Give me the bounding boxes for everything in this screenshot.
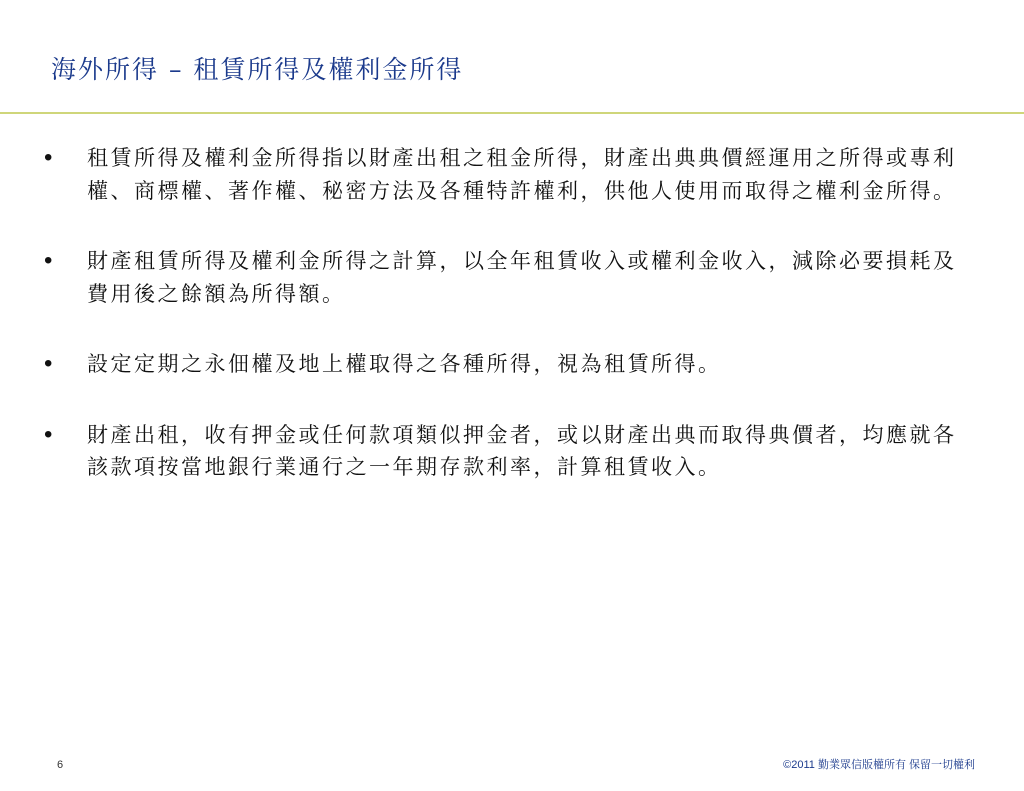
bullet-list [44,142,974,522]
bullet-dot-icon: • [44,350,53,377]
bullet-text: 財產出租，收有押金或任何款項類似押金者，或以財產出典而取得典價者，均應就各該款項按當地銀行業通行之一年期存款利率，計算租賃收入。 [87,422,957,479]
title-divider [0,112,1024,114]
bullet-dot-icon: • [44,144,53,171]
bullet-item [44,348,974,381]
page-number: 6 [57,759,64,771]
bullet-item [44,142,974,207]
bullet-dot-icon: • [44,420,53,448]
footer-copyright: ©2011 勤業眾信版權所有 保留一切權利 [783,759,975,771]
bullet-text: 租賃所得及權利金所得指以財產出租之租金所得，財產出典典價經運用之所得或專利權、商標權、著作權、秘密方法及各種特許權利，供他人使用而取得之權利金所得。 [87,146,957,203]
slide-title: 海外所得 – 租賃所得及權利金所得 [51,55,464,84]
bullet-text: 財產租賃所得及權利金所得之計算，以全年租賃收入或權利金收入，減除必要損耗及費用後之餘額為所得額。 [87,249,957,306]
bullet-text: 設定定期之永佃權及地上權取得之各種所得，視為租賃所得。 [87,352,722,376]
bullet-dot-icon: • [44,247,53,274]
bullet-item [44,245,974,310]
bullet-item [44,419,974,484]
